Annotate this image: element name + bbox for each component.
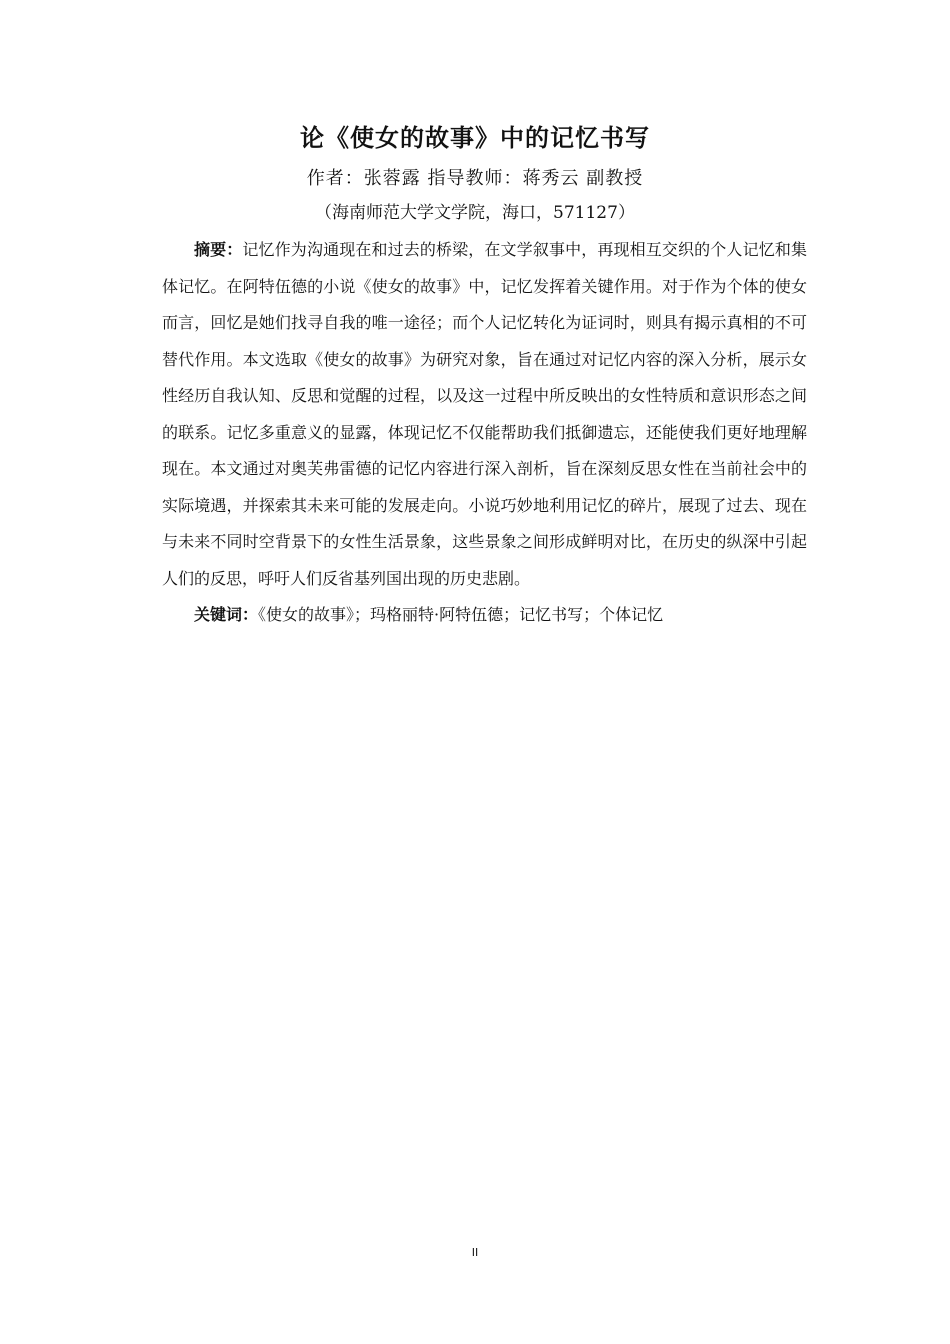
abstract-paragraph <box>162 232 807 597</box>
author-line: 作者：张蓉露 指导教师：蒋秀云 副教授 <box>306 168 644 189</box>
affiliation-line: （海南师范大学文学院，海口，571127） <box>315 203 635 223</box>
paper-title: 论《使女的故事》中的记忆书写 <box>300 124 650 152</box>
abstract-text: 记忆作为沟通现在和过去的桥梁，在文学叙事中，再现相互交织的个人记忆和集体记忆。在阿特伍德的小说《使女的故事》中，记忆发挥着关键作用。对于作为个体的使女而言，回忆是她们找寻自我的唯一途径；而个人记忆转化为证词时，则具有揭示真相的不可替代作用。本文选取《使女的故事》为研究对象，旨在通过对记忆内容的深入分析，展示女性经历自我认知、反思和觉醒的过程，以及这一过程中所反映出的女性特质和意识形态之间的联系。记忆多重意义的显露，体现记忆不仅能帮助我们抵御遗忘，还能使我们更好地理解现在。本文通过对奥芙弗雷德的记忆内容进行深入剖析，旨在深刻反思女性在当前社会中的实际境遇，并探索其未来可能的发展走向。小说巧妙地利用记忆的碎片，展现了过去、现在与未来不同时空背景下的女性生活景象，这些景象之间形成鲜明对比，在历史的纵深中引起人们的反思，呼吁人们反省基列国出现的历史悲剧。 <box>162 240 807 588</box>
abstract-label: 摘要： <box>194 240 243 259</box>
keywords-line <box>194 600 807 630</box>
page-number: II <box>471 1246 479 1259</box>
keywords-label: 关键词： <box>194 605 259 624</box>
keywords-text: 《使女的故事》；玛格丽特·阿特伍德；记忆书写；个体记忆 <box>258 605 664 624</box>
